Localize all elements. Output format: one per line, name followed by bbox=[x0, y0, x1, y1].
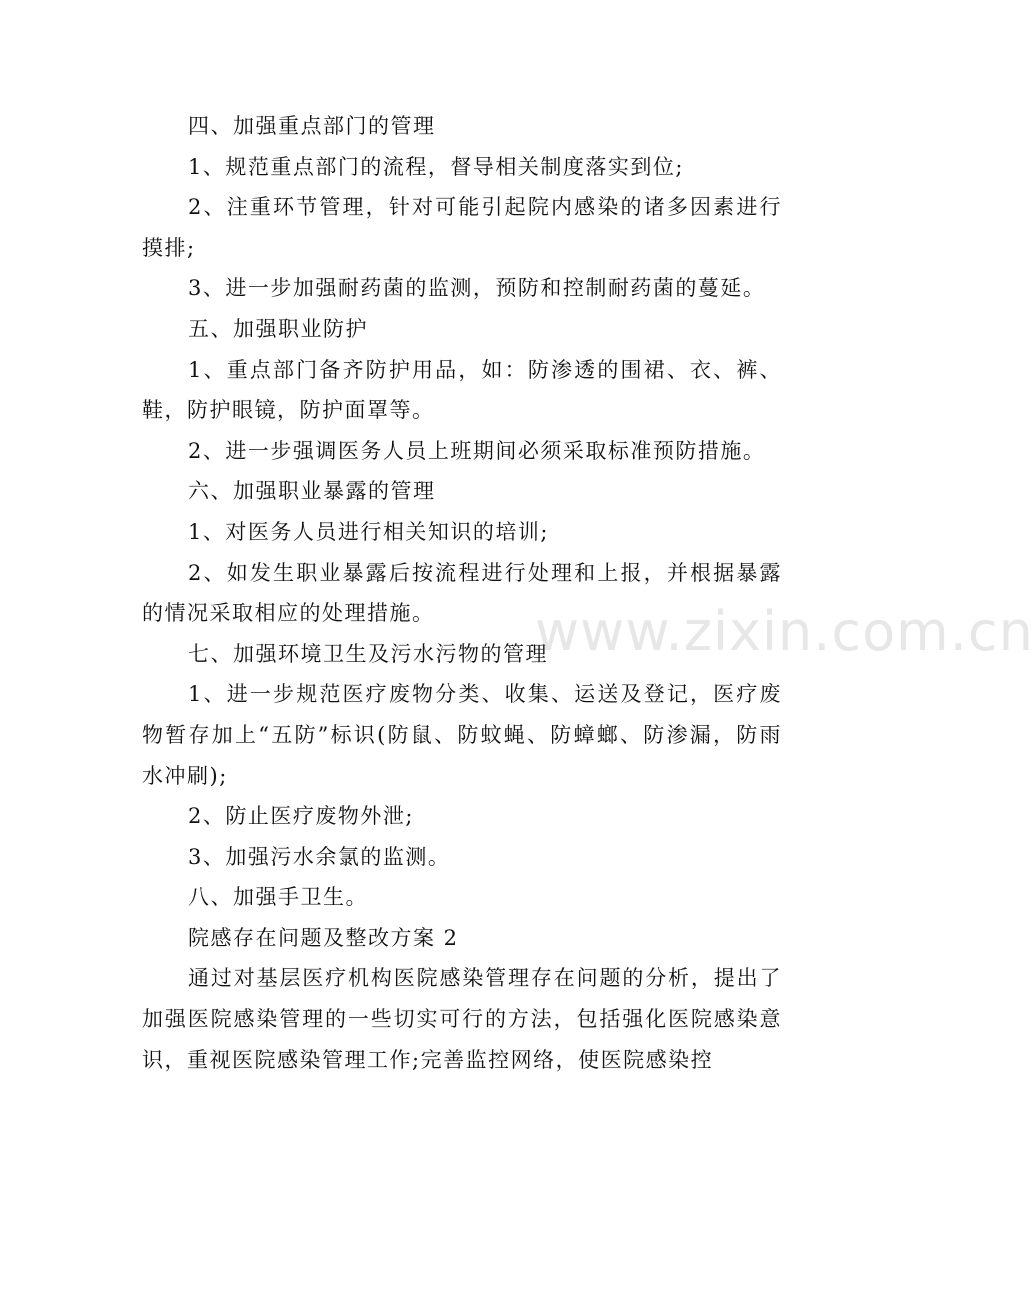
section-heading-4: 四、加强重点部门的管理 bbox=[188, 114, 436, 138]
paragraph: 通过对基层医疗机构医院感染管理存在问题的分析，提出了加强医院感染管理的一些切实可行的方法，包括强化医院感染意识，重视医院感染管理工作;完善监控网络，使医院感染控 bbox=[142, 966, 782, 1072]
document-body bbox=[142, 106, 782, 1080]
paragraph: 2、进一步强调医务人员上班期间必须采取标准预防措施。 bbox=[188, 438, 766, 463]
paragraph: 1、规范重点部门的流程，督导相关制度落实到位; bbox=[188, 154, 684, 179]
paragraph: 1、对医务人员进行相关知识的培训; bbox=[188, 519, 549, 544]
section-heading-7: 七、加强环境卫生及污水污物的管理 bbox=[188, 641, 548, 666]
paragraph: 2、注重环节管理，针对可能引起院内感染的诸多因素进行摸排; bbox=[142, 195, 782, 260]
paragraph: 3、进一步加强耐药菌的监测，预防和控制耐药菌的蔓延。 bbox=[188, 276, 766, 301]
section-heading-6: 六、加强职业暴露的管理 bbox=[188, 479, 436, 504]
paragraph: 2、防止医疗废物外泄; bbox=[188, 804, 414, 829]
paragraph: 1、进一步规范医疗废物分类、收集、运送及登记，医疗废物暂存加上“五防”标识(防鼠、防蚊蝇、防蟑螂、防渗漏，防雨水冲刷); bbox=[142, 682, 782, 788]
section-heading-5: 五、加强职业防护 bbox=[188, 316, 368, 341]
document-subtitle: 院感存在问题及整改方案 2 bbox=[188, 925, 459, 950]
section-heading-8: 八、加强手卫生。 bbox=[188, 885, 368, 910]
paragraph: 2、如发生职业暴露后按流程进行处理和上报，并根据暴露的情况采取相应的处理措施。 bbox=[142, 560, 782, 626]
paragraph: 3、加强污水余氯的监测。 bbox=[188, 844, 451, 869]
paragraph: 1、重点部门备齐防护用品，如：防渗透的围裙、衣、裤、鞋，防护眼镜，防护面罩等。 bbox=[142, 357, 782, 423]
watermark: www.zixin.com.cn bbox=[535, 600, 1034, 663]
